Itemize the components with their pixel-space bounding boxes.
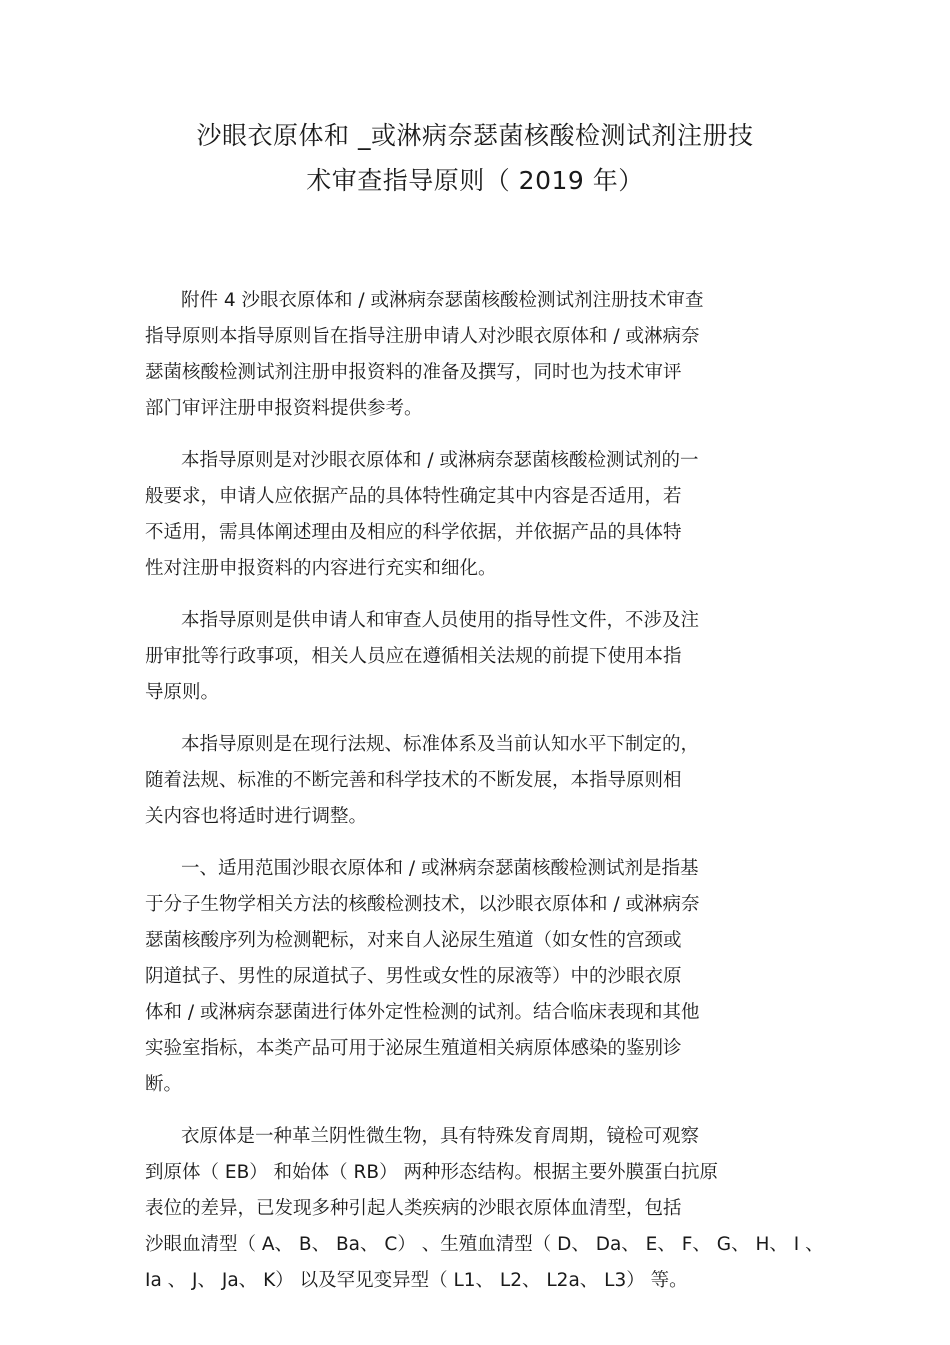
paragraph-line: 阴道拭子、男性的尿道拭子、男性或女性的尿液等）中的沙眼衣原 [145,966,682,987]
paragraph-line: 般要求，申请人应依据产品的具体特性确定其中内容是否适用，若 [145,486,682,507]
paragraph-line: 断。 [145,1074,183,1095]
paragraph-line: 一、适用范围沙眼衣原体和 / 或淋病奈瑟菌核酸检测试剂是指基 [181,858,699,879]
paragraph-line: 指导原则本指导原则旨在指导注册申请人对沙眼衣原体和 / 或淋病奈 [145,326,700,347]
paragraph-line: 沙眼血清型（ A、 B、 Ba、 C） 、生殖血清型（ D、 Da、 E、 F、 G、 H、 I 、 [145,1234,824,1255]
paragraph-line: 体和 / 或淋病奈瑟菌进行体外定性检测的试剂。结合临床表现和其他 [145,1002,700,1023]
paragraph-line: 本指导原则是供申请人和审查人员使用的指导性文件，不涉及注 [181,610,700,631]
paragraph-line: Ia 、 J、 Ja、 K） 以及罕见变异型（ L1、 L2、 L2a、 L3） 等。 [145,1270,688,1291]
paragraph [145,851,825,1103]
paragraph [145,443,825,587]
paragraph-line: 本指导原则是对沙眼衣原体和 / 或淋病奈瑟菌核酸检测试剂的一 [181,450,699,471]
paragraph-line: 附件 4 沙眼衣原体和 / 或淋病奈瑟菌核酸检测试剂注册技术审查 [181,290,704,311]
paragraph-line: 衣原体是一种革兰阴性微生物，具有特殊发育周期，镜检可观察 [181,1126,700,1147]
paragraph-line: 瑟菌核酸序列为检测靶标，对来自人泌尿生殖道（如女性的宫颈或 [145,930,682,951]
paragraph [145,1119,825,1299]
paragraph-line: 导原则。 [145,682,220,703]
paragraph-line: 随着法规、标准的不断完善和科学技术的不断发展，本指导原则相 [145,770,682,791]
paragraph-line: 实验室指标，本类产品可用于泌尿生殖道相关病原体感染的鉴别诊 [145,1038,682,1059]
paragraph [145,727,825,835]
paragraph-line: 表位的差异，已发现多种引起人类疾病的沙眼衣原体血清型，包括 [145,1198,682,1219]
paragraph-line: 瑟菌核酸检测试剂注册申报资料的准备及撰写，同时也为技术审评 [145,362,682,383]
paragraph-line: 不适用，需具体阐述理由及相应的科学依据，并依据产品的具体特 [145,522,682,543]
paragraph-line: 到原体（ EB） 和始体（ RB） 两种形态结构。根据主要外膜蛋白抗原 [145,1162,718,1183]
paragraph-line: 部门审评注册申报资料提供参考。 [145,398,423,419]
document-title-line-1: 沙眼衣原体和 _或淋病奈瑟菌核酸检测试剂注册技 [196,121,754,150]
paragraph-line: 于分子生物学相关方法的核酸检测技术，以沙眼衣原体和 / 或淋病奈 [145,894,700,915]
document-title-line-2: 术审查指导原则（ 2019 年） [306,166,644,195]
paragraph [145,283,825,427]
paragraph [145,603,825,711]
paragraph-line: 关内容也将适时进行调整。 [145,806,368,827]
paragraph-line: 性对注册申报资料的内容进行充实和细化。 [145,558,497,579]
document-body [145,283,825,1315]
paragraph-line: 本指导原则是在现行法规、标准体系及当前认知水平下制定的， [181,734,700,755]
paragraph-line: 册审批等行政事项，相关人员应在遵循相关法规的前提下使用本指 [145,646,682,667]
